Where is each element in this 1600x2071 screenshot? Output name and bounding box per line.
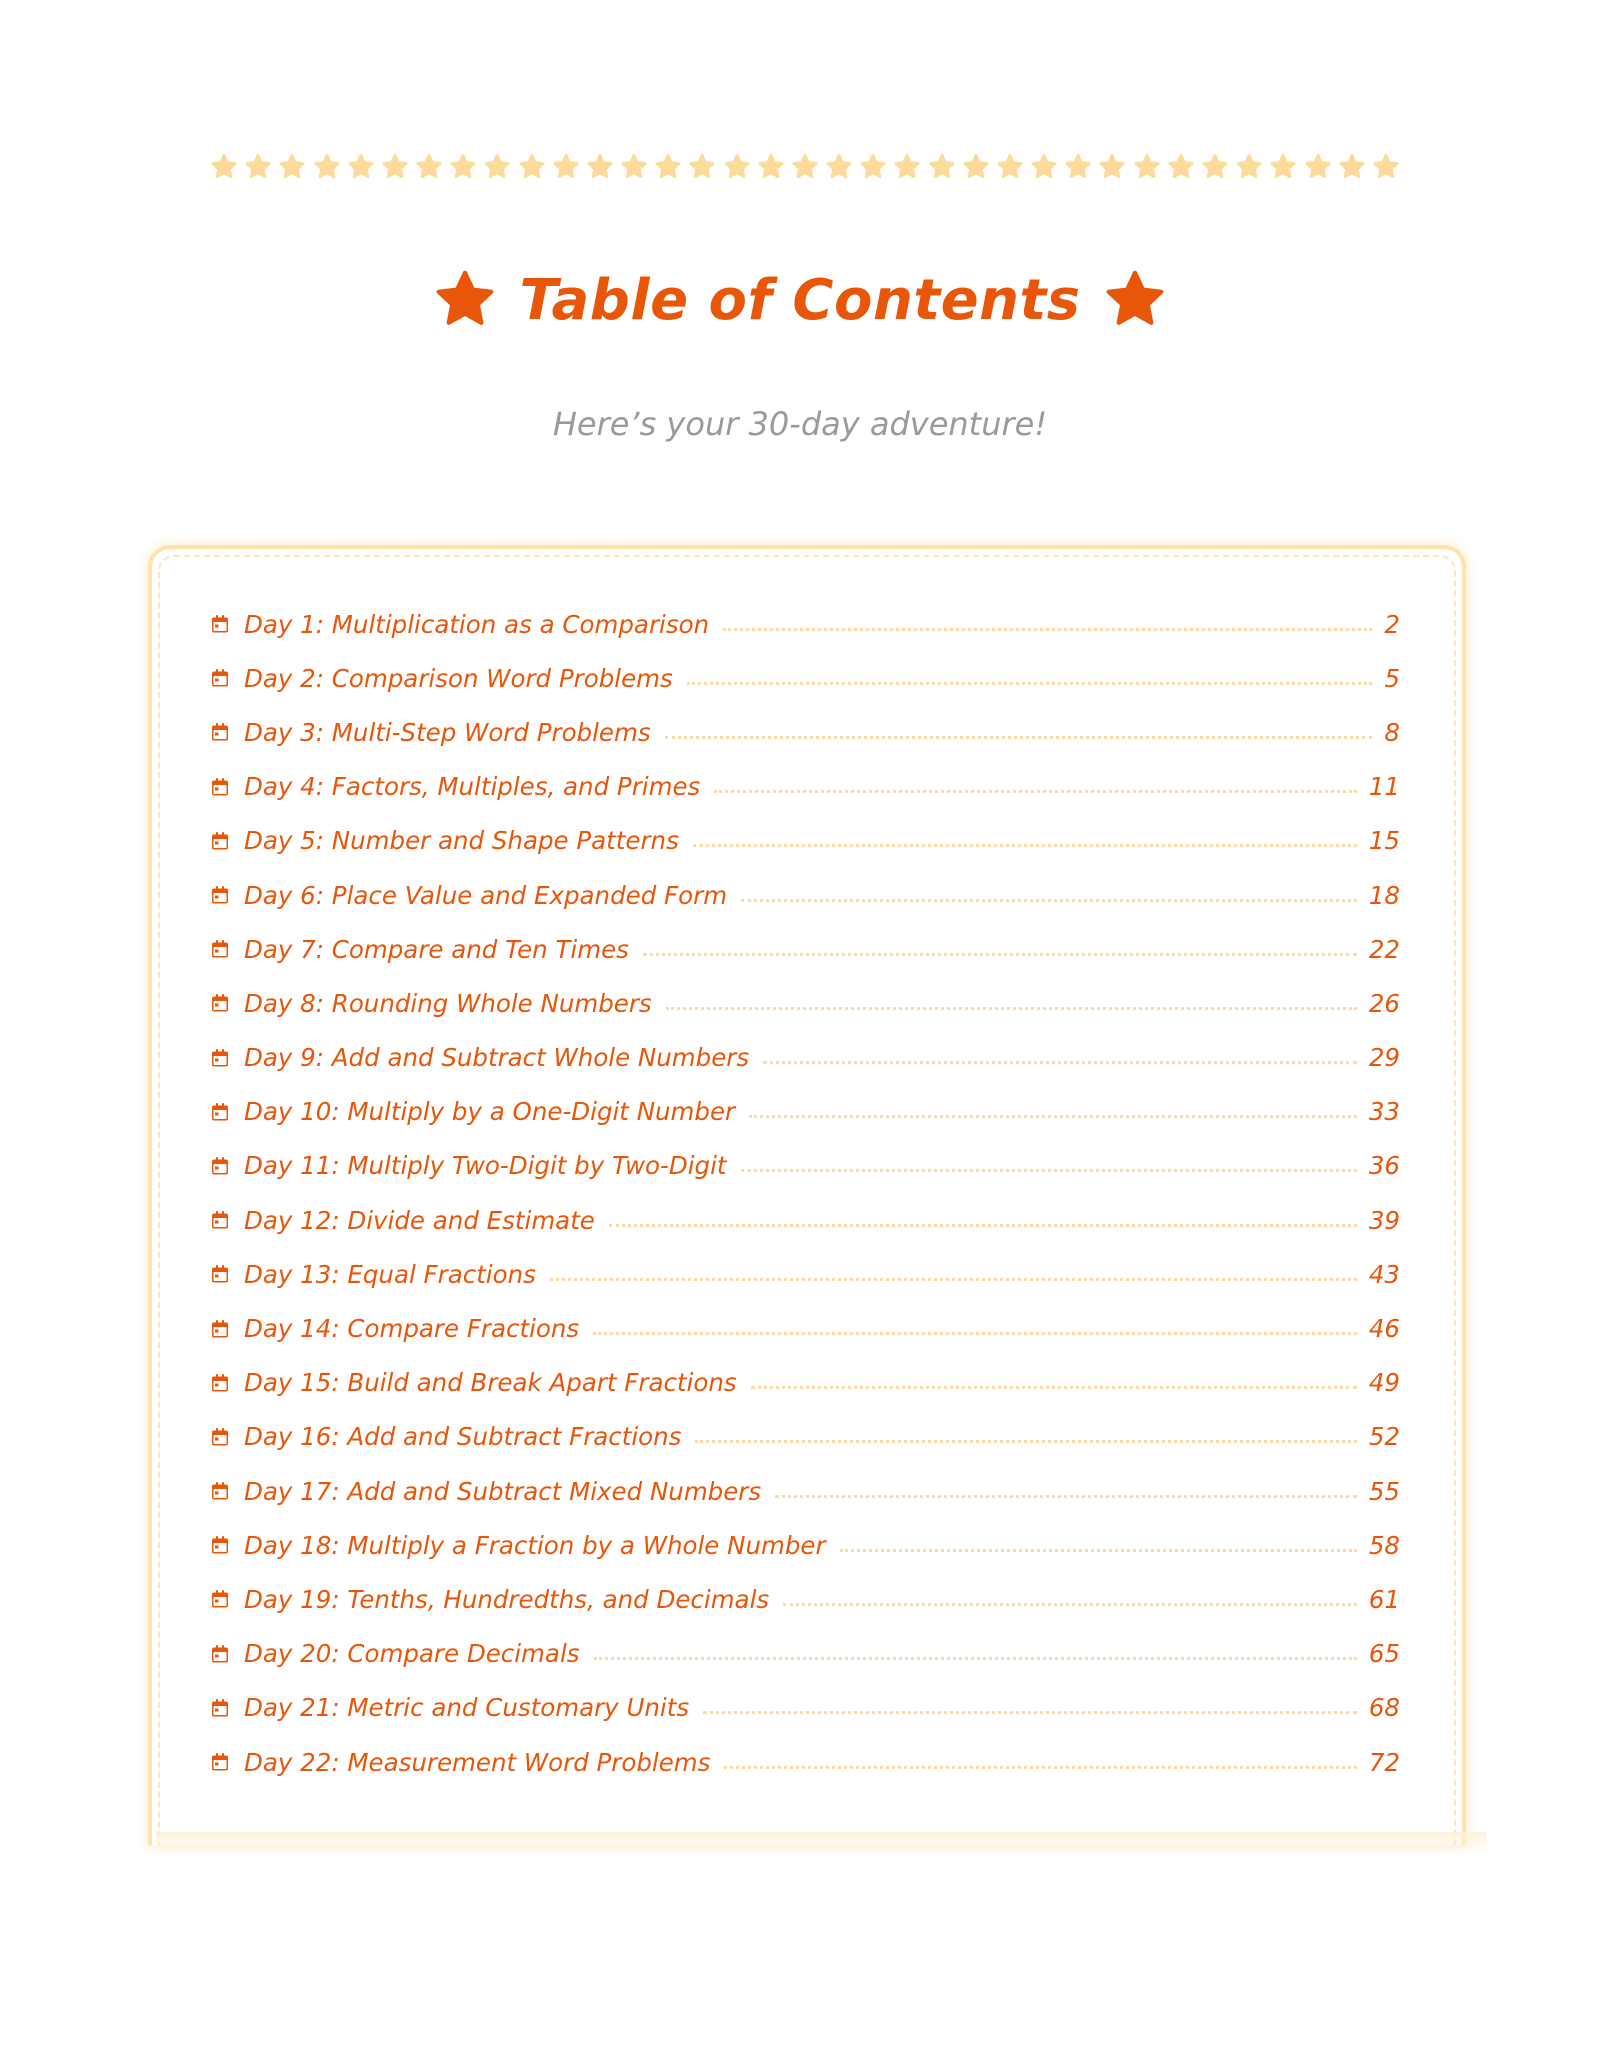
toc-page-number: 46 (1368, 1314, 1400, 1344)
toc-page-number: 68 (1368, 1693, 1400, 1723)
toc-page-number: 58 (1368, 1530, 1400, 1560)
toc-entry-title: Day 8: Rounding Whole Numbers (244, 988, 652, 1018)
calendar-icon (210, 1698, 230, 1718)
toc-page-number: 55 (1368, 1476, 1400, 1506)
border-star-icon (1235, 153, 1263, 181)
toc-entry[interactable] (210, 922, 1400, 976)
toc-entry-title: Day 12: Divide and Estimate (244, 1205, 595, 1235)
toc-page-number: 22 (1368, 934, 1400, 964)
border-star-icon (1269, 153, 1297, 181)
border-star-icon (586, 153, 614, 181)
border-star-icon (654, 153, 682, 181)
toc-dot-leader (783, 1603, 1357, 1606)
border-star-icon (1098, 153, 1126, 181)
calendar-icon (210, 777, 230, 797)
toc-entry-title: Day 5: Number and Shape Patterns (244, 826, 679, 856)
border-star-icon (518, 153, 546, 181)
toc-entry[interactable] (210, 1518, 1400, 1572)
toc-dot-leader (665, 736, 1373, 739)
toc-dot-leader (687, 682, 1373, 685)
toc-page-number: 26 (1368, 988, 1400, 1018)
toc-entry[interactable] (210, 1356, 1400, 1410)
toc-dot-leader (693, 844, 1357, 847)
calendar-icon (210, 1589, 230, 1609)
star-border (210, 150, 1400, 184)
toc-entry[interactable] (210, 1085, 1400, 1139)
toc-entry[interactable] (210, 597, 1400, 651)
border-star-icon (278, 153, 306, 181)
toc-dot-leader (666, 1007, 1357, 1010)
toc-dot-leader (593, 1332, 1357, 1335)
toc-entry[interactable] (210, 1193, 1400, 1247)
toc-dot-leader (751, 1386, 1357, 1389)
calendar-icon (210, 614, 230, 634)
toc-page-number: 33 (1368, 1097, 1400, 1127)
border-star-icon (893, 153, 921, 181)
toc-card-fade (156, 1832, 1486, 1854)
toc-entry[interactable] (210, 1247, 1400, 1301)
toc-entry-title: Day 21: Metric and Customary Units (244, 1693, 690, 1723)
border-star-icon (449, 153, 477, 181)
border-star-icon (962, 153, 990, 181)
border-star-icon (1133, 153, 1161, 181)
calendar-icon (210, 939, 230, 959)
calendar-icon (210, 1481, 230, 1501)
toc-entry-title: Day 1: Multiplication as a Comparison (244, 609, 710, 639)
border-star-icon (928, 153, 956, 181)
toc-entry-title: Day 14: Compare Fractions (244, 1314, 580, 1344)
toc-entry-title: Day 3: Multi-Step Word Problems (244, 717, 651, 747)
border-star-icon (381, 153, 409, 181)
toc-entry[interactable] (210, 814, 1400, 868)
border-star-icon (244, 153, 272, 181)
toc-dot-leader (775, 1495, 1357, 1498)
toc-page-number: 5 (1384, 663, 1400, 693)
toc-entry[interactable] (210, 1572, 1400, 1626)
toc-dot-leader (763, 1061, 1357, 1064)
toc-page-number: 8 (1384, 717, 1400, 747)
toc-entry[interactable] (210, 1627, 1400, 1681)
toc-entry-title: Day 13: Equal Fractions (244, 1259, 536, 1289)
border-star-icon (1064, 153, 1092, 181)
toc-page-number: 39 (1368, 1205, 1400, 1235)
toc-entry-title: Day 18: Multiply a Fraction by a Whole Number (244, 1530, 826, 1560)
toc-entry-title: Day 2: Comparison Word Problems (244, 663, 673, 693)
border-star-icon (1372, 153, 1400, 181)
toc-page-number: 15 (1368, 826, 1400, 856)
toc-page-number: 2 (1384, 609, 1400, 639)
toc-page-number: 11 (1368, 772, 1400, 802)
border-star-icon (210, 153, 238, 181)
toc-page-number: 65 (1368, 1639, 1400, 1669)
calendar-icon (210, 1752, 230, 1772)
border-star-icon (347, 153, 375, 181)
toc-dot-leader (643, 953, 1357, 956)
toc-dot-leader (723, 628, 1372, 631)
toc-entry-title: Day 16: Add and Subtract Fractions (244, 1422, 682, 1452)
toc-page-number: 18 (1368, 880, 1400, 910)
toc-entry[interactable] (210, 760, 1400, 814)
toc-entry[interactable] (210, 1681, 1400, 1735)
border-star-icon (825, 153, 853, 181)
border-star-icon (1201, 153, 1229, 181)
toc-dot-leader (724, 1766, 1356, 1769)
page-subtitle: Here’s your 30-day adventure! (552, 405, 1048, 443)
toc-dot-leader (594, 1657, 1357, 1660)
border-star-icon (1338, 153, 1366, 181)
border-star-icon (313, 153, 341, 181)
border-star-icon (996, 153, 1024, 181)
toc-dot-leader (703, 1711, 1357, 1714)
toc-page-number: 61 (1368, 1584, 1400, 1614)
toc-entry-title: Day 11: Multiply Two-Digit by Two-Digit (244, 1151, 727, 1181)
border-star-icon (483, 153, 511, 181)
toc-entry[interactable] (210, 1031, 1400, 1085)
toc-dot-leader (741, 899, 1357, 902)
calendar-icon (210, 1535, 230, 1555)
toc-page-number: 36 (1368, 1151, 1400, 1181)
toc-dot-leader (741, 1169, 1357, 1172)
toc-entry[interactable] (210, 651, 1400, 705)
toc-dot-leader (695, 1440, 1356, 1443)
calendar-icon (210, 668, 230, 688)
toc-page-number: 29 (1368, 1043, 1400, 1073)
border-star-icon (757, 153, 785, 181)
calendar-icon (210, 1644, 230, 1664)
toc-entry-title: Day 20: Compare Decimals (244, 1639, 580, 1669)
calendar-icon (210, 1319, 230, 1339)
toc-dot-leader (749, 1115, 1357, 1118)
toc-entry[interactable] (210, 1410, 1400, 1464)
page-title: Table of Contents (519, 267, 1081, 333)
toc-entry[interactable] (210, 705, 1400, 759)
toc-entry-title: Day 7: Compare and Ten Times (244, 934, 629, 964)
title-block (0, 255, 1600, 345)
calendar-icon (210, 1102, 230, 1122)
calendar-icon (210, 1264, 230, 1284)
calendar-icon (210, 885, 230, 905)
calendar-icon (210, 993, 230, 1013)
toc-page-number: 72 (1368, 1747, 1400, 1777)
border-star-icon (1167, 153, 1195, 181)
calendar-icon (210, 722, 230, 742)
toc-dot-leader (840, 1549, 1357, 1552)
star-icon (433, 268, 497, 332)
toc-list (210, 597, 1400, 1789)
border-star-icon (620, 153, 648, 181)
toc-entry-title: Day 19: Tenths, Hundredths, and Decimals (244, 1584, 770, 1614)
calendar-icon (210, 1048, 230, 1068)
border-star-icon (723, 153, 751, 181)
toc-entry-title: Day 9: Add and Subtract Whole Numbers (244, 1043, 750, 1073)
toc-entry[interactable] (210, 1735, 1400, 1789)
border-star-icon (859, 153, 887, 181)
calendar-icon (210, 831, 230, 851)
border-star-icon (415, 153, 443, 181)
border-star-icon (552, 153, 580, 181)
toc-entry-title: Day 22: Measurement Word Problems (244, 1747, 711, 1777)
border-star-icon (1030, 153, 1058, 181)
star-icon (1103, 268, 1167, 332)
toc-entry-title: Day 10: Multiply by a One-Digit Number (244, 1097, 736, 1127)
calendar-icon (210, 1373, 230, 1393)
toc-entry-title: Day 17: Add and Subtract Mixed Numbers (244, 1476, 762, 1506)
toc-page-number: 49 (1368, 1368, 1400, 1398)
calendar-icon (210, 1427, 230, 1447)
toc-page-number: 43 (1368, 1259, 1400, 1289)
border-star-icon (688, 153, 716, 181)
toc-entry-title: Day 6: Place Value and Expanded Form (244, 880, 728, 910)
toc-entry[interactable] (210, 1464, 1400, 1518)
toc-dot-leader (550, 1278, 1357, 1281)
toc-dot-leader (609, 1224, 1357, 1227)
toc-entry-title: Day 4: Factors, Multiples, and Primes (244, 772, 701, 802)
toc-entry[interactable] (210, 868, 1400, 922)
calendar-icon (210, 1210, 230, 1230)
toc-entry[interactable] (210, 976, 1400, 1030)
border-star-icon (791, 153, 819, 181)
toc-dot-leader (714, 790, 1357, 793)
border-star-icon (1304, 153, 1332, 181)
toc-entry[interactable] (210, 1139, 1400, 1193)
toc-entry[interactable] (210, 1301, 1400, 1355)
toc-page-number: 52 (1368, 1422, 1400, 1452)
calendar-icon (210, 1156, 230, 1176)
toc-entry-title: Day 15: Build and Break Apart Fractions (244, 1368, 737, 1398)
